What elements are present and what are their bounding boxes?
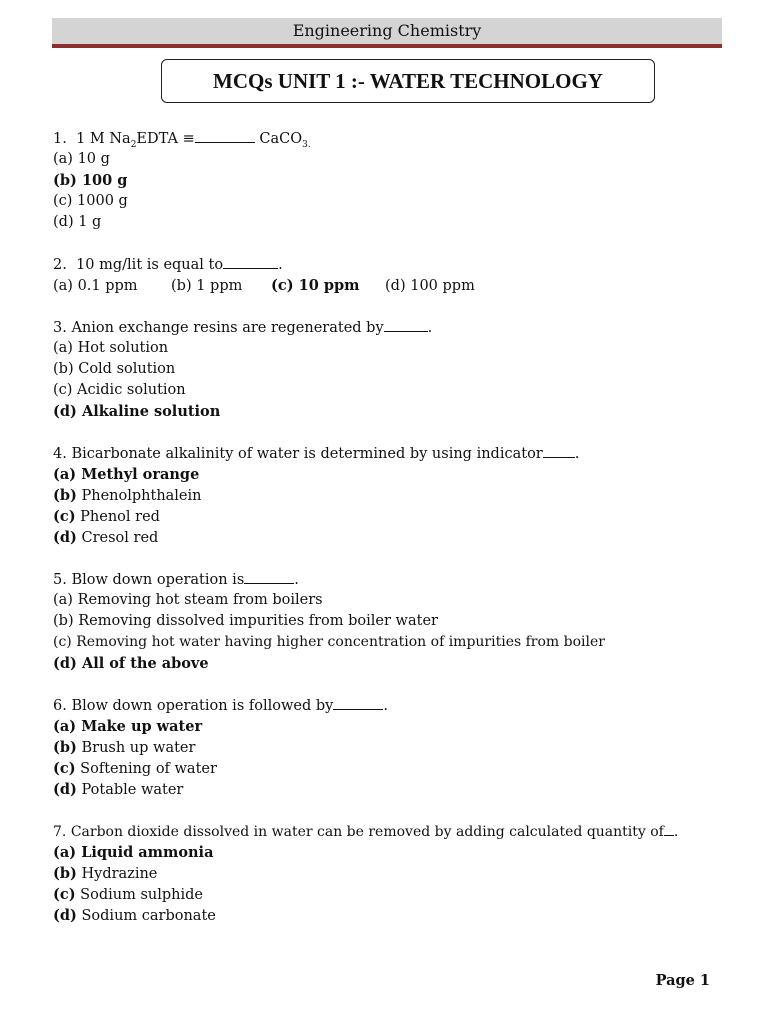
question-stem: 1. 1 M $Na_2EDTA$ ≡ CaCO$_{3.}$ <box>53 128 743 149</box>
option-a: (a) Make up water <box>53 718 203 735</box>
option-row <box>53 275 743 296</box>
option-d: (d) Alkaline solution <box>53 403 221 420</box>
answer-blank <box>543 443 575 458</box>
question-4 <box>53 443 743 548</box>
option-d: (d) Potable water <box>53 781 184 798</box>
question-stem: 2. 10 mg/lit is equal to . <box>53 254 743 275</box>
option-d: (d) All of the above <box>53 655 209 672</box>
option-b: (b) Hydrazine <box>53 865 158 882</box>
answer-blank <box>333 695 383 710</box>
option-b: (b) Cold solution <box>53 361 176 377</box>
option-b: (b) Removing dissolved impurities from boiler water <box>53 613 438 629</box>
question-3 <box>53 317 743 422</box>
question-2 <box>53 254 743 296</box>
question-1 <box>53 128 743 233</box>
page-header <box>52 18 722 48</box>
option-c: (c) 1000 g <box>53 193 128 209</box>
answer-blank <box>223 254 278 269</box>
option-a: (a) Removing hot steam from boilers <box>53 592 323 608</box>
option-d: (d) Cresol red <box>53 529 159 546</box>
question-6 <box>53 695 743 800</box>
option-c: (c) Softening of water <box>53 760 217 777</box>
option-a: (a) 10 g <box>53 151 110 167</box>
question-stem: 3. Anion exchange resins are regenerated by . <box>53 317 743 338</box>
option-a: (a) Liquid ammonia <box>53 844 214 861</box>
question-5 <box>53 569 743 674</box>
answer-blank <box>384 317 428 332</box>
option-d: (d) 100 ppm <box>385 278 475 294</box>
answer-blank <box>664 821 674 836</box>
option-d: (d) Sodium carbonate <box>53 907 216 924</box>
option-b: (b) Phenolphthalein <box>53 487 202 504</box>
question-stem: 5. Blow down operation is . <box>53 569 743 590</box>
option-c: (c) Phenol red <box>53 508 160 525</box>
unit-title-box <box>161 59 655 103</box>
option-d: (d) 1 g <box>53 214 102 230</box>
unit-title: MCQs UNIT 1 :- WATER TECHNOLOGY <box>213 69 603 93</box>
question-7 <box>53 821 743 926</box>
option-b: (b) Brush up water <box>53 739 196 756</box>
option-c: (c) Acidic solution <box>53 382 186 398</box>
option-a: (a) 0.1 ppm <box>53 278 138 294</box>
answer-blank <box>195 128 255 143</box>
option-c: (c) 10 ppm <box>271 277 360 294</box>
question-stem: 6. Blow down operation is followed by . <box>53 695 743 716</box>
option-a: (a) Methyl orange <box>53 466 200 483</box>
option-a: (a) Hot solution <box>53 340 169 356</box>
header-title: Engineering Chemistry <box>292 21 482 40</box>
question-stem: 4. Bicarbonate alkalinity of water is determined by using indicator . <box>53 443 743 464</box>
answer-blank <box>244 569 294 584</box>
question-stem: 7. Carbon dioxide dissolved in water can be removed by adding calculated quantity of . <box>53 821 743 842</box>
option-c: (c) Removing hot water having higher concentration of impurities from boiler <box>53 634 605 650</box>
option-c: (c) Sodium sulphide <box>53 886 203 903</box>
page-number: Page 1 <box>655 972 710 989</box>
option-b: (b) 100 g <box>53 172 128 189</box>
question-list <box>53 128 743 947</box>
option-b: (b) 1 ppm <box>171 278 243 294</box>
